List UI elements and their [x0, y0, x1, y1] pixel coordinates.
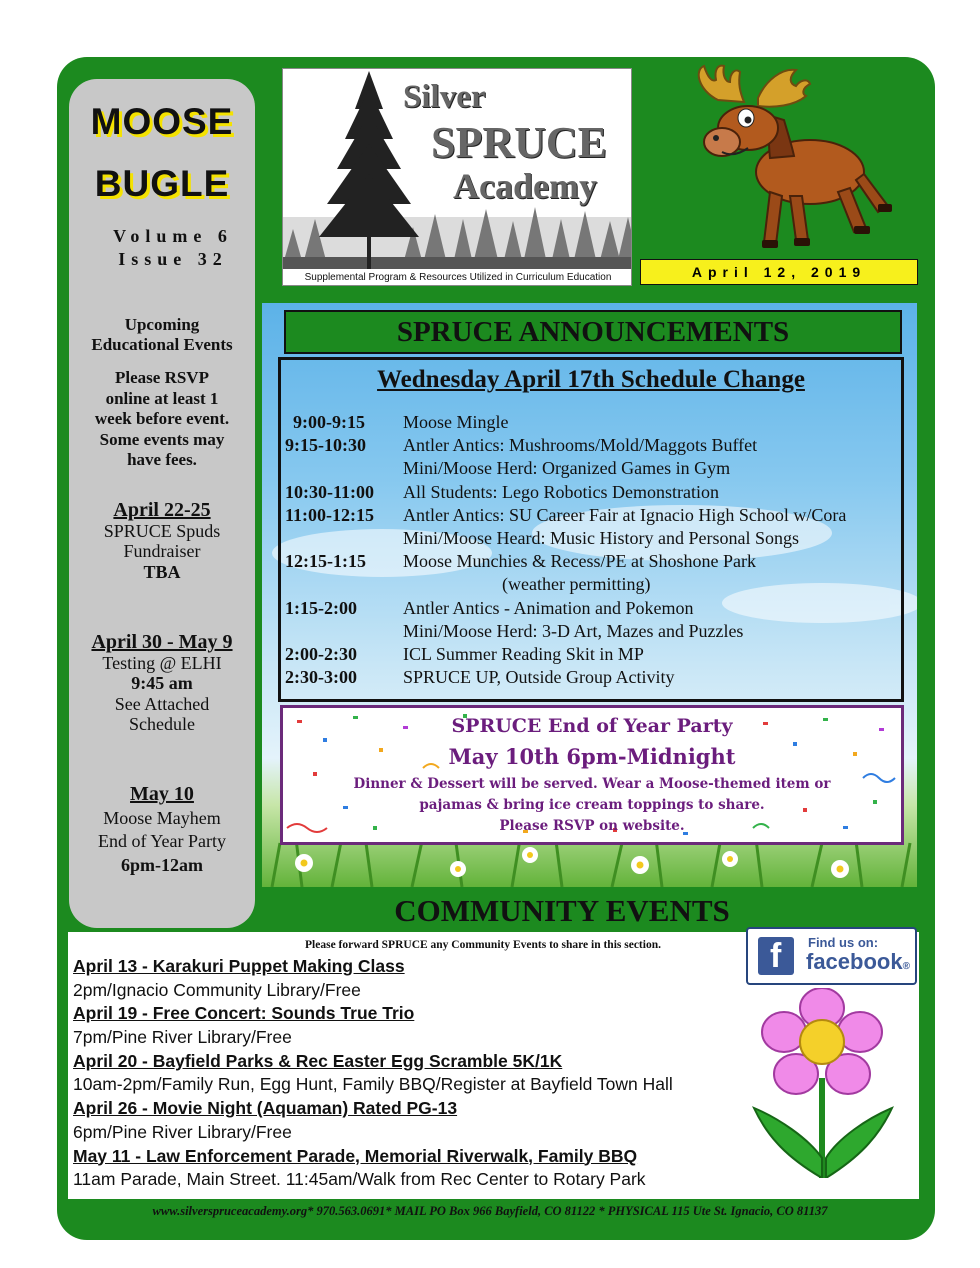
schedule-event: Moose Munchies & Recess/PE at Shoshone Park — [403, 551, 756, 572]
facebook-badge[interactable] — [746, 927, 917, 985]
schedule-row — [285, 482, 901, 505]
facebook-registered-mark: ® — [902, 961, 910, 972]
event-line: Fundraiser — [123, 541, 201, 561]
community-event-title: April 20 - Bayfield Parks & Rec Easter Egg Scramble 5K/1K — [73, 1050, 563, 1071]
newsletter-title-line1: MOOSE — [90, 101, 234, 142]
event-line: See Attached — [114, 693, 210, 714]
party-line3: Please RSVP on website. — [499, 818, 685, 834]
party-announcement — [280, 705, 904, 845]
event-bold: TBA — [143, 561, 181, 582]
community-list — [73, 956, 753, 1193]
party-line1: Dinner & Dessert will be served. Wear a Moose-themed item or — [353, 776, 831, 792]
community-event-title: May 11 - Law Enforcement Parade, Memorial Riverwalk, Family BBQ — [73, 1145, 638, 1166]
event-line: End of Year Party — [98, 831, 226, 851]
event-bold: 6pm-12am — [121, 854, 203, 875]
schedule-time: 2:30-3:00 — [285, 667, 357, 688]
facebook-wordmark — [806, 949, 910, 975]
party-line2: pajamas & bring ice cream toppings to share. — [419, 797, 765, 813]
schedule-row — [285, 505, 901, 528]
event-bold: 9:45 am — [131, 673, 193, 693]
footer-contact: www.silverspruceacademy.org* 970.563.0691* MAIL PO Box 966 Bayfield, CO 81122 * PHYSICAL 115 Ute St. Ignacio, CO 81137 — [152, 1204, 828, 1218]
community-title: COMMUNITY EVENTS — [394, 893, 730, 928]
facebook-icon — [758, 937, 794, 975]
community-event-title: April 19 - Free Concert: Sounds True Trio — [73, 1003, 415, 1024]
facebook-wordmark-text: facebook — [806, 949, 903, 974]
schedule-time: 10:30-11:00 — [285, 481, 374, 502]
event-date: April 30 - May 9 — [91, 631, 233, 653]
schedule-row — [285, 528, 901, 551]
schedule-title: Wednesday April 17th Schedule Change — [377, 366, 805, 393]
schedule-row — [285, 667, 901, 690]
issue-date: April 12, 2019 — [640, 259, 918, 285]
schedule-time: 9:00-9:15 — [293, 412, 365, 432]
event-line: SPRUCE Spuds — [103, 520, 221, 541]
party-title: SPRUCE End of Year Party — [451, 715, 733, 737]
schedule-event: Mini/Moose Herd: 3-D Art, Mazes and Puzzles — [403, 620, 744, 641]
community-event-detail: 10am-2pm/Family Run, Egg Hunt, Family BBQ/Register at Bayfield Town Hall — [73, 1074, 673, 1095]
schedule-event: All Students: Lego Robotics Demonstration — [403, 481, 719, 502]
community-event-detail: 2pm/Ignacio Community Library/Free — [73, 979, 361, 1000]
sidebar-event — [69, 500, 255, 582]
rsvp-line: Please RSVP — [115, 368, 209, 387]
announcements-title: SPRUCE ANNOUNCEMENTS — [284, 310, 902, 354]
party-when: May 10th 6pm-Midnight — [448, 744, 736, 769]
community-note: Please forward SPRUCE any Community Events to share in this section. — [305, 939, 661, 951]
event-line: Moose Mayhem — [103, 807, 221, 828]
schedule-row — [285, 458, 901, 481]
event-line: Testing @ ELHI — [102, 652, 222, 673]
event-line: Schedule — [129, 714, 195, 734]
logo-tagline: Supplemental Program & Resources Utilized in Curriculum Education — [283, 269, 632, 286]
rsvp-note — [69, 368, 255, 471]
rsvp-line: week before event. — [94, 409, 230, 428]
community-event-detail: 7pm/Pine River Library/Free — [73, 1027, 292, 1048]
rsvp-line: online at least 1 — [105, 388, 219, 408]
schedule-row — [285, 574, 901, 597]
schedule-event: Antler Antics - Animation and Pokemon — [403, 597, 694, 618]
facebook-find-us: Find us on: — [808, 935, 879, 950]
facebook-f-letter: f — [770, 937, 782, 975]
sidebar — [69, 79, 255, 928]
community-event-detail: 11am Parade, Main Street. 11:45am/Walk from Rec Center to Rotary Park — [73, 1169, 646, 1190]
schedule-time: 9:15-10:30 — [285, 435, 366, 456]
sidebar-event — [69, 632, 255, 735]
schedule-box — [278, 357, 904, 702]
schedule-event: SPRUCE UP, Outside Group Activity — [403, 667, 675, 688]
schedule-row — [285, 644, 901, 667]
events-heading-line2: Educational Events — [91, 335, 233, 354]
events-heading-line1: Upcoming — [124, 315, 200, 334]
schedule-list — [285, 412, 901, 690]
event-date: April 22-25 — [113, 499, 211, 521]
schedule-time: 1:15-2:00 — [285, 597, 357, 618]
community-event-detail: 6pm/Pine River Library/Free — [73, 1121, 292, 1142]
community-event-title: April 13 - Karakuri Puppet Making Class — [73, 956, 405, 976]
schedule-event: Moose Mingle — [403, 412, 509, 432]
sidebar-event — [69, 783, 255, 877]
issue-label: Issue 32 — [118, 249, 228, 269]
school-logo — [282, 68, 632, 286]
moose-icon — [660, 62, 910, 258]
newsletter-title-line2: BUGLE — [94, 163, 230, 204]
schedule-row — [285, 551, 901, 574]
schedule-event: Antler Antics: SU Career Fair at Ignacio High School w/Cora — [403, 504, 847, 525]
rsvp-line: have fees. — [127, 450, 197, 469]
schedule-row — [285, 412, 901, 435]
moose-mascot — [660, 62, 910, 258]
flower-icon — [748, 988, 898, 1178]
schedule-event: (weather permitting) — [403, 574, 651, 595]
schedule-event: ICL Summer Reading Skit in MP — [403, 643, 644, 664]
schedule-event: Mini/Moose Heard: Music History and Personal Songs — [403, 527, 799, 548]
rsvp-line: Some events may — [99, 429, 225, 449]
community-event-title: April 26 - Movie Night (Aquaman) Rated PG-13 — [73, 1098, 458, 1119]
schedule-event: Antler Antics: Mushrooms/Mold/Maggots Buffet — [403, 435, 758, 456]
logo-word-academy: Academy — [453, 166, 597, 206]
logo-word-spruce: SPRUCE — [431, 118, 608, 167]
schedule-time: 11:00-12:15 — [285, 504, 374, 525]
schedule-row — [285, 621, 901, 644]
schedule-row — [285, 598, 901, 621]
logo-word-silver: Silver — [403, 79, 486, 115]
schedule-event: Mini/Moose Herd: Organized Games in Gym — [403, 458, 731, 479]
daisy-icon — [295, 847, 849, 878]
schedule-row — [285, 435, 901, 458]
volume-label: Volume 6 — [113, 226, 233, 246]
schedule-time: 12:15-1:15 — [285, 551, 366, 572]
schedule-time: 2:00-2:30 — [285, 643, 357, 664]
event-date: May 10 — [130, 783, 194, 805]
